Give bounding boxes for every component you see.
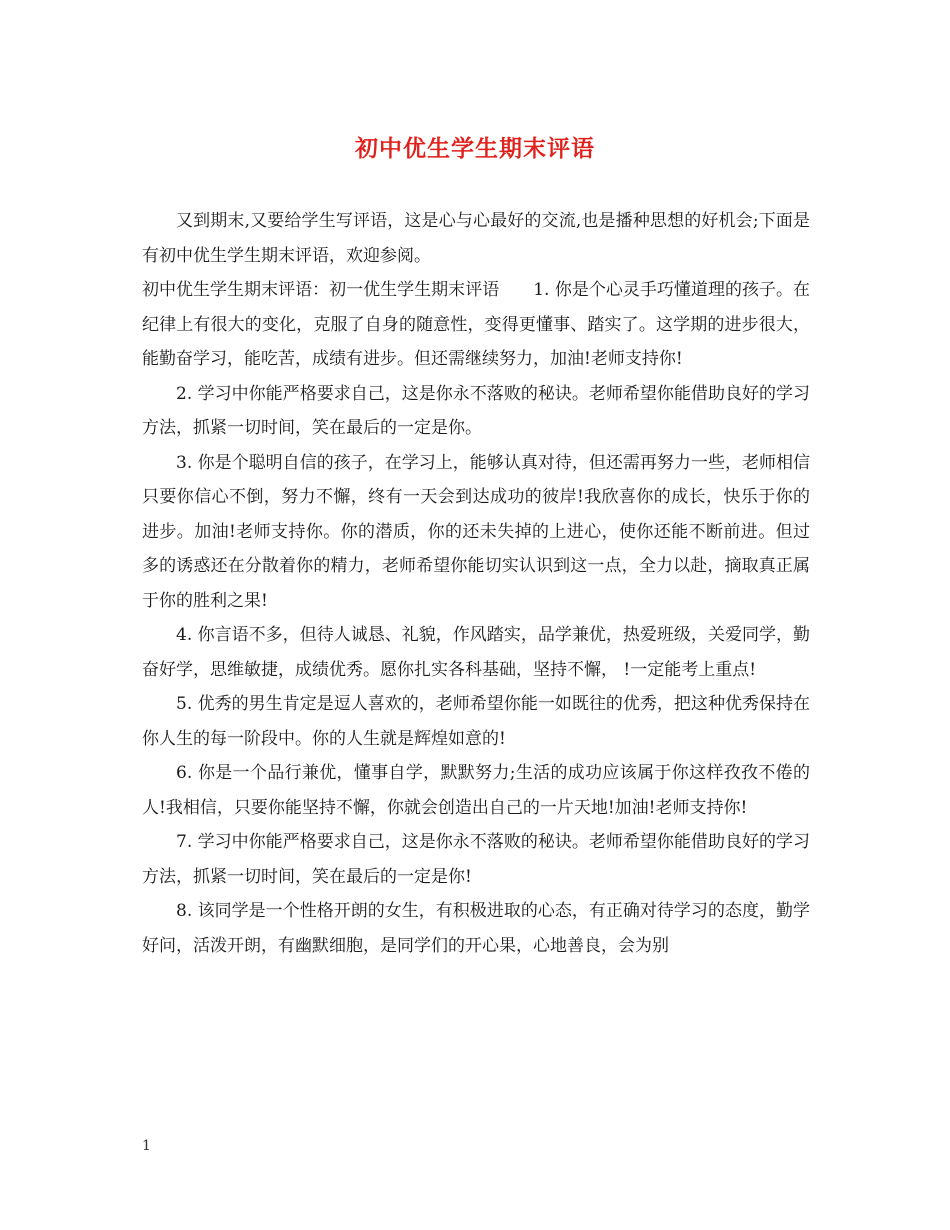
comment-item-6: 6. 你是一个品行兼优，懂事自学，默默努力;生活的成功应该属于你这样孜孜不倦的人!我相信，只要你能坚持不懈，你就会创造出自己的一片天地!加油!老师支持你! <box>142 763 810 818</box>
section-heading: 初中优生学生期末评语：初一优生学生期末评语 <box>142 280 500 300</box>
comment-item-4: 4. 你言语不多，但待人诚恳、礼貌，作风踏实，品学兼优，热爱班级，关爱同学，勤奋好学，思维敏捷，成绩优秀。愿你扎实各科基础，坚持不懈， !一定能考上重点! <box>142 625 810 680</box>
comment-item-8: 8. 该同学是一个性格开朗的女生，有积极进取的心态，有正确对待学习的态度，勤学好问，活泼开朗，有幽默细胞，是同学们的开心果，心地善良，会为别 <box>142 901 810 956</box>
comment-item-7: 7. 学习中你能严格要求自己，这是你永不落败的秘诀。老师希望你能借助良好的学习方法，抓紧一切时间，笑在最后的一定是你! <box>142 832 810 887</box>
document-body <box>142 204 810 963</box>
page-number: 1 <box>142 1138 151 1154</box>
intro-paragraph: 又到期末,又要给学生写评语，这是心与心最好的交流,也是播种思想的好机会;下面是有初中优生学生期末评语，欢迎参阅。 <box>142 211 810 266</box>
comment-item-5: 5. 优秀的男生肯定是逗人喜欢的，老师希望你能一如既往的优秀，把这种优秀保持在你人生的每一阶段中。你的人生就是辉煌如意的! <box>142 694 810 749</box>
comment-item-2: 2. 学习中你能严格要求自己，这是你永不落败的秘诀。老师希望你能借助良好的学习方法，抓紧一切时间，笑在最后的一定是你。 <box>142 383 810 438</box>
comment-item-1: 1. 你是个心灵手巧懂道理的孩子。在纪律上有很大的变化，克服了自身的随意性，变得更懂事、踏实了。这学期的进步很大，能勤奋学习，能吃苦，成绩有进步。但还需继续努力，加油!老师支持你! <box>142 280 810 369</box>
section-paragraph <box>142 273 810 377</box>
comment-item-3: 3. 你是个聪明自信的孩子，在学习上，能够认真对待，但还需再努力一些，老师相信只要你信心不倒，努力不懈，终有一天会到达成功的彼岸!我欣喜你的成长，快乐于你的进步。加油!老师支持你。你的潜质，你的还未失掉的上进心，使你还能不断前进。但过多的诱惑还在分散着你的精力，老师希望你能切实认识到这一点，全力以赴，摘取真正属于你的胜利之果! <box>142 452 810 611</box>
document-title: 初中优生学生期末评语 <box>355 135 595 162</box>
